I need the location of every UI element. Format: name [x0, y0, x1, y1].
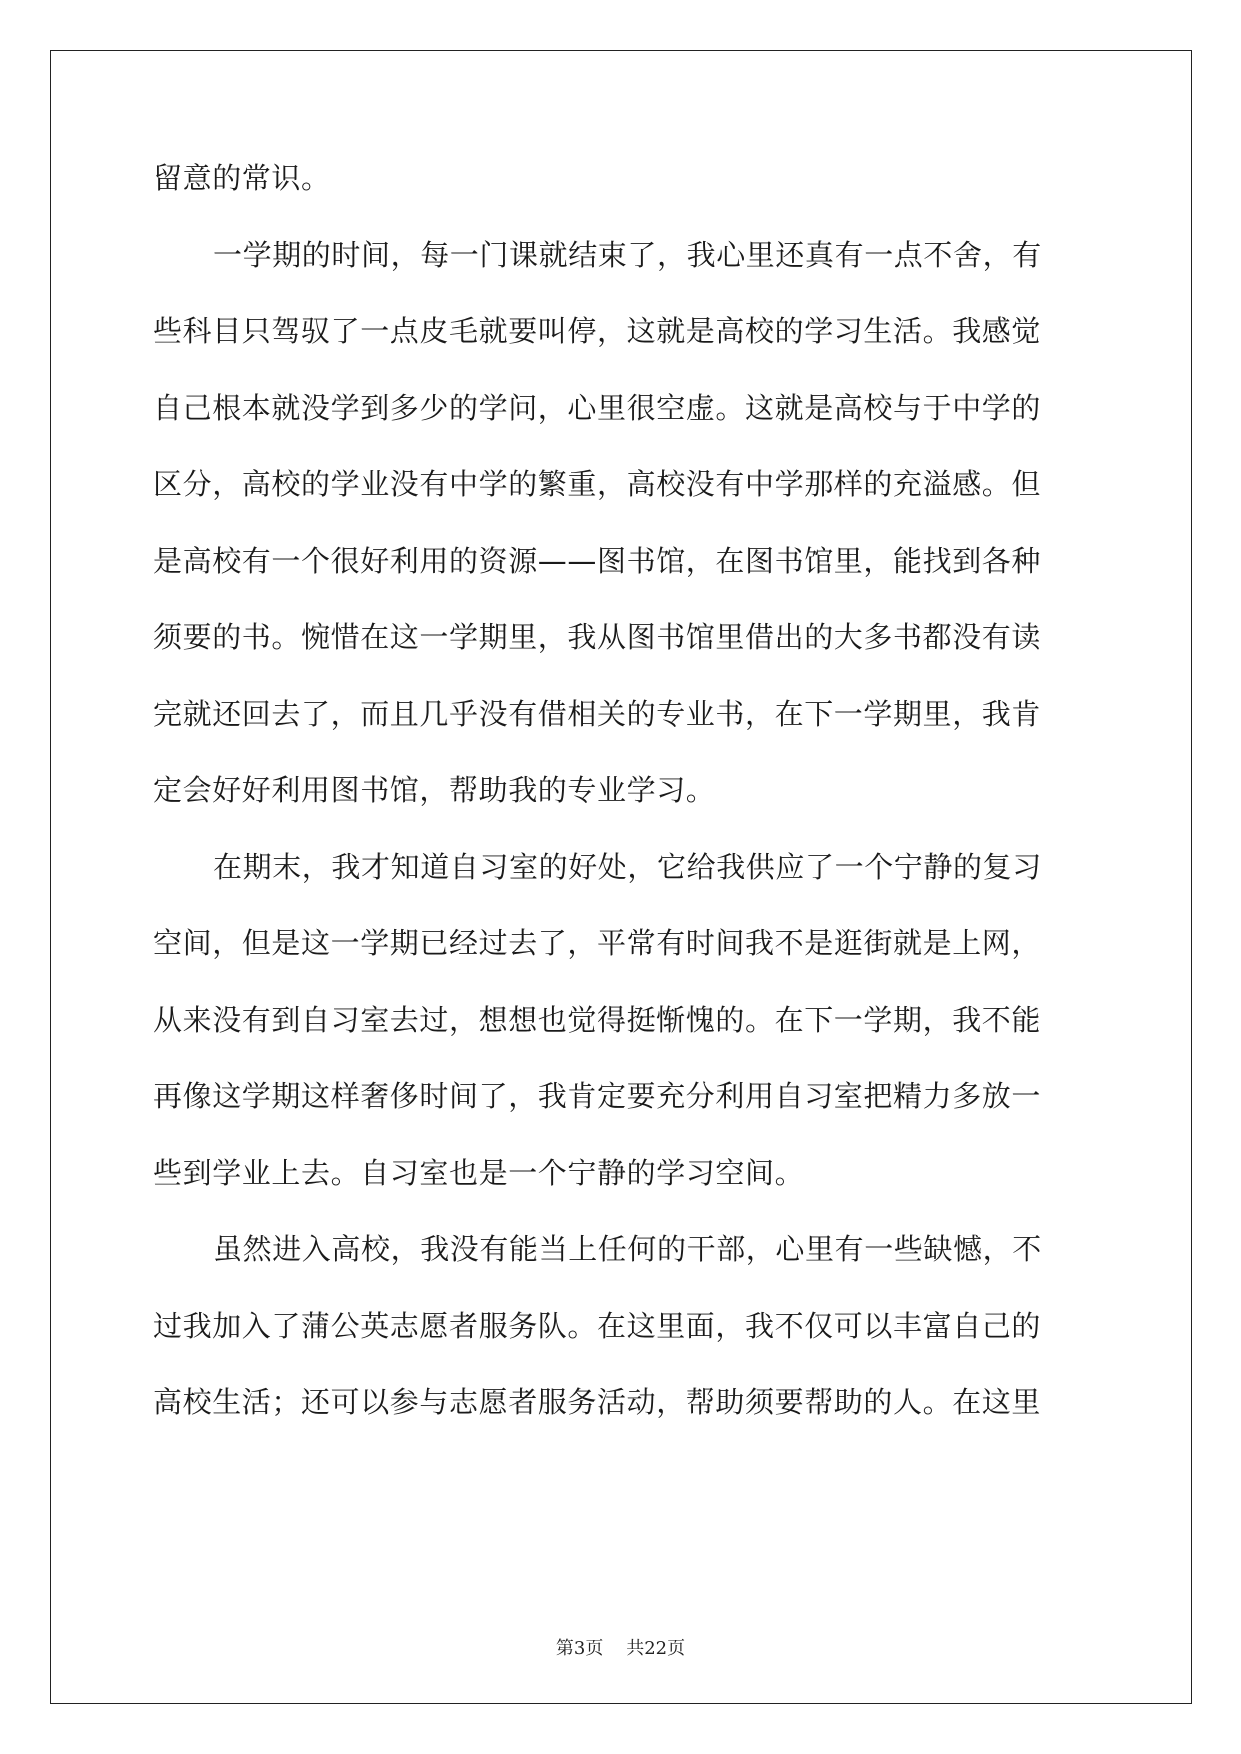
text-line: 完就还回去了，而且几乎没有借相关的专业书，在下一学期里，我肯	[153, 696, 1042, 731]
text-line: 定会好好利用图书馆，帮助我的专业学习。	[153, 773, 716, 807]
total-pages: 共22页	[626, 1638, 686, 1659]
text-line: 自己根本就没学到多少的学问，心里很空虚。这就是高校与于中学的	[153, 390, 1042, 425]
text-line: 过我加入了蒲公英志愿者服务队。在这里面，我不仅可以丰富自己的	[153, 1308, 1042, 1343]
text-line: 一学期的时间，每一门课就结束了，我心里还真有一点不舍，有	[213, 237, 1042, 272]
text-line: 区分，高校的学业没有中学的繁重，高校没有中学那样的充溢感。但	[153, 467, 1042, 501]
text-line: 是高校有一个很好利用的资源——图书馆，在图书馆里，能找到各种	[153, 543, 1042, 578]
text-line: 虽然进入高校，我没有能当上任何的干部，心里有一些缺憾，不	[213, 1232, 1042, 1266]
page-footer	[0, 1634, 1241, 1660]
text-line: 留意的常识。	[153, 161, 331, 195]
text-line: 须要的书。惋惜在这一学期里，我从图书馆里借出的大多书都没有读	[153, 620, 1042, 654]
text-line: 些科目只驾驭了一点皮毛就要叫停，这就是高校的学习生活。我感觉	[153, 314, 1042, 348]
text-line: 再像这学期这样奢侈时间了，我肯定要充分利用自习室把精力多放一	[153, 1079, 1042, 1113]
text-line: 高校生活；还可以参与志愿者服务活动，帮助须要帮助的人。在这里	[153, 1385, 1042, 1419]
text-line: 从来没有到自习室去过，想想也觉得挺惭愧的。在下一学期，我不能	[153, 1002, 1042, 1037]
text-line: 在期末，我才知道自习室的好处，它给我供应了一个宁静的复习	[213, 849, 1042, 884]
text-line: 空间，但是这一学期已经过去了，平常有时间我不是逛街就是上网，	[153, 926, 1042, 960]
text-line: 些到学业上去。自习室也是一个宁静的学习空间。	[153, 1155, 805, 1190]
document-body	[153, 160, 1091, 1461]
page-number: 第3页	[555, 1638, 604, 1659]
